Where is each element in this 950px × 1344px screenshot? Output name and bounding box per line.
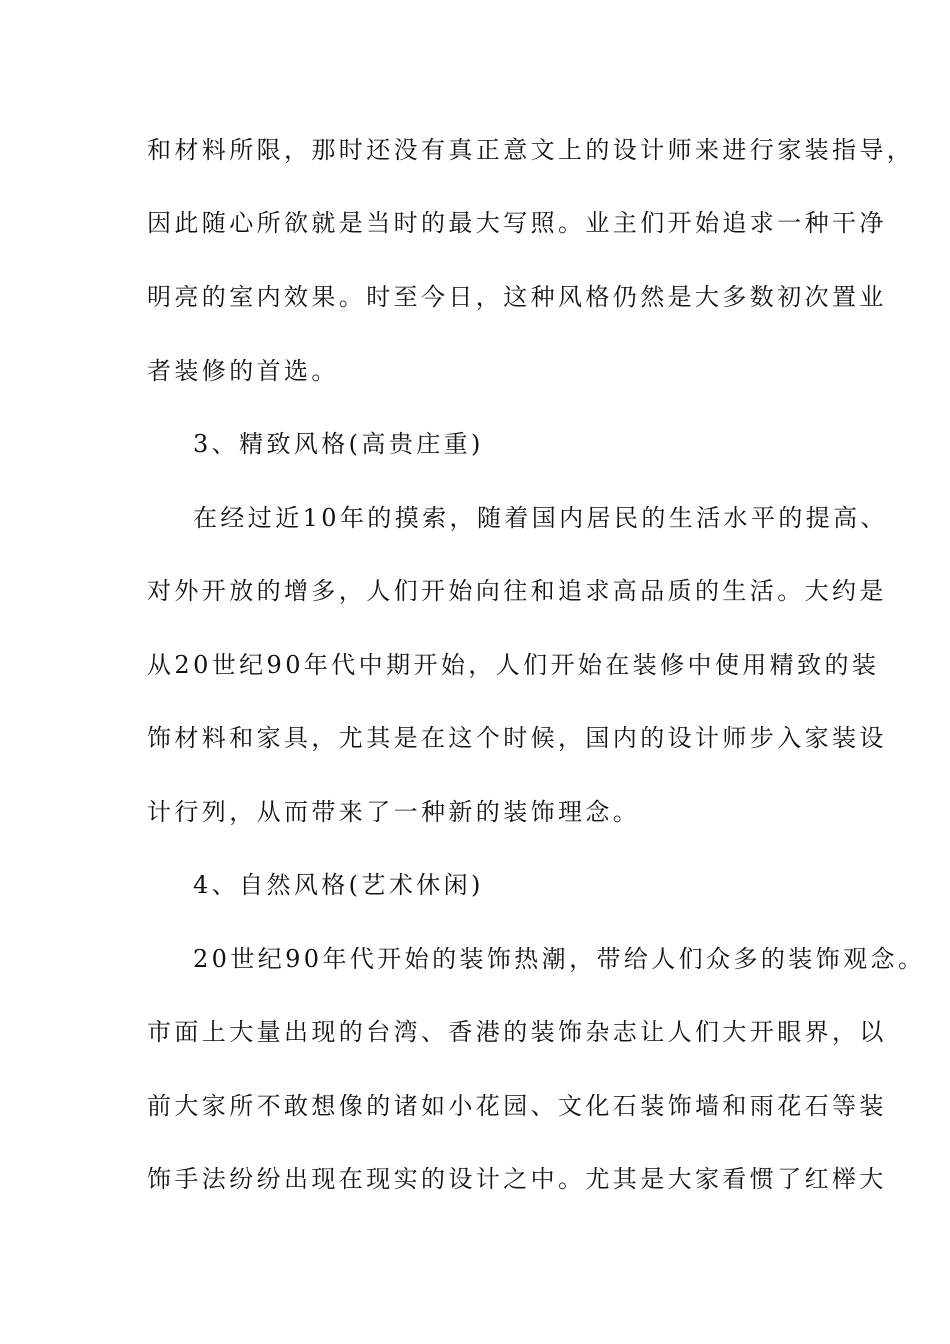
paragraph-line: 饰材料和家具，尤其是在这个时候，国内的设计师步入家装设 <box>147 724 887 752</box>
section-heading-3: 3、精致风格(高贵庄重) <box>193 430 484 458</box>
paragraph-line: 因此随心所欲就是当时的最大写照。业主们开始追求一种干净 <box>147 209 887 237</box>
paragraph-line: 对外开放的增多，人们开始向往和追求高品质的生活。大约是 <box>147 577 887 605</box>
paragraph-line: 饰手法纷纷出现在现实的设计之中。尤其是大家看惯了红榉大 <box>147 1165 887 1193</box>
paragraph-line: 在经过近10年的摸索，随着国内居民的生活水平的提高、 <box>193 504 888 532</box>
paragraph-line: 从20世纪90年代中期开始，人们开始在装修中使用精致的装 <box>147 651 880 679</box>
paragraph-line: 前大家所不敢想像的诸如小花园、文化石装饰墙和雨花石等装 <box>147 1092 887 1120</box>
paragraph-line: 计行列，从而带来了一种新的装饰理念。 <box>147 798 641 826</box>
section-heading-4: 4、自然风格(艺术休闲) <box>193 871 484 899</box>
paragraph-line: 20世纪90年代开始的装饰热潮，带给人们众多的装饰观念。 <box>193 945 926 973</box>
paragraph-line: 明亮的室内效果。时至今日，这种风格仍然是大多数初次置业 <box>147 283 887 311</box>
paragraph-line: 市面上大量出现的台湾、香港的装饰杂志让人们大开眼界，以 <box>147 1018 887 1046</box>
paragraph-line: 者装修的首选。 <box>147 357 339 385</box>
paragraph-line: 和材料所限，那时还没有真正意文上的设计师来进行家装指导， <box>147 136 915 164</box>
